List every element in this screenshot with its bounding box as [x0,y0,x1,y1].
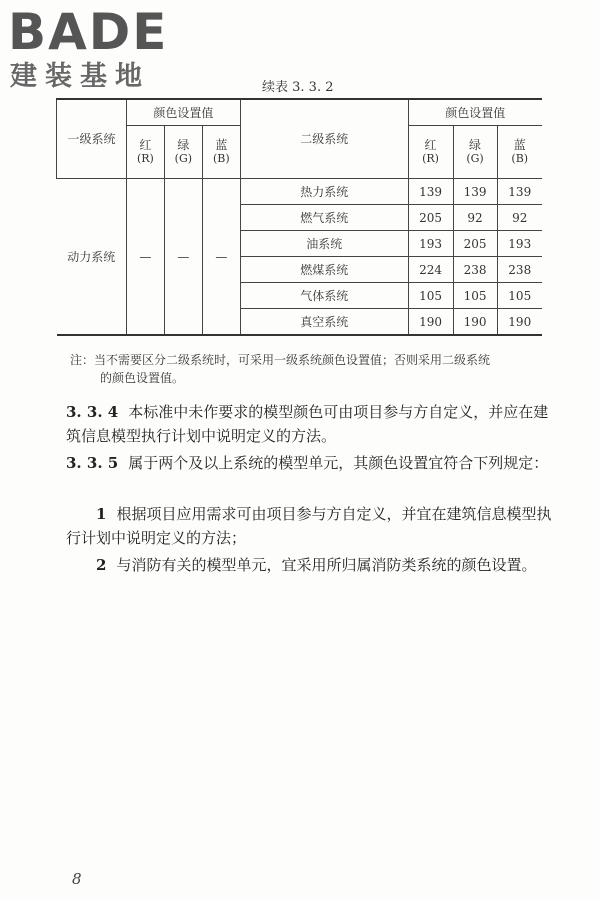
red-value: 193 [408,231,453,257]
color-settings-table [56,98,542,336]
header-blue-code: (B) [212,152,230,165]
header-blue-label: 蓝 [513,138,526,152]
item-number: 1 [96,505,107,523]
item-number: 2 [96,556,107,574]
green-value: 205 [453,231,497,257]
header-red-label: 红 [139,138,152,152]
blue-value: 92 [497,205,542,231]
level2-system-name: 燃气系统 [240,205,408,231]
green-value: 238 [453,257,497,283]
section-text: 本标准中未作要求的模型颜色可由项目参与方自定义，并应在建筑信息模型执行计划中说明定义的方法。 [66,403,549,445]
red-value: 205 [408,205,453,231]
header-red-right [408,126,453,179]
blue-value: 193 [497,231,542,257]
section-number: 3. 3. 5 [66,454,119,472]
blue-value: 139 [497,179,542,205]
blue-value: 190 [497,309,542,336]
header-blue-label: 蓝 [215,138,228,152]
header-blue-right [497,126,542,179]
header-green-code: (G) [466,152,484,165]
table-row [57,179,543,205]
header-green-left [164,126,202,179]
header-row-1 [57,99,543,126]
header-green-code: (G) [174,152,193,165]
green-value: 92 [453,205,497,231]
section-number: 3. 3. 4 [66,403,119,421]
header-red-code: (R) [136,152,154,165]
header-green-label: 绿 [177,138,190,152]
level2-system-name: 燃煤系统 [240,257,408,283]
header-level1: 一级系统 [57,99,127,179]
level2-system-name: 油系统 [240,231,408,257]
level2-system-name: 气体系统 [240,283,408,309]
header-green-right [453,126,497,179]
table-caption: 续表 3. 3. 2 [262,80,334,95]
red-value: 105 [408,283,453,309]
level1-blue-value: — [202,179,240,336]
page-number: 8 [72,870,82,888]
header-green-label: 绿 [469,138,482,152]
green-value: 139 [453,179,497,205]
header-red-code: (R) [422,152,439,165]
list-item [66,553,556,577]
watermark-logo [8,4,178,96]
level1-system-name: 动力系统 [57,179,127,336]
section-3-3-5 [66,451,556,475]
header-level2: 二级系统 [240,99,408,179]
red-value: 139 [408,179,453,205]
header-red-left [126,126,164,179]
item-text: 与消防有关的模型单元，宜采用所归属消防类系统的颜色设置。 [116,556,537,574]
blue-value: 238 [497,257,542,283]
header-blue-code: (B) [511,152,529,165]
list-item [66,502,556,550]
logo-subtitle: 建装基地 [10,61,150,92]
header-red-label: 红 [424,138,437,152]
header-color-group-left: 颜色设置值 [126,99,240,126]
header-color-group-right: 颜色设置值 [408,99,542,126]
header-blue-left [202,126,240,179]
logo-brand-text: BADE [8,3,169,61]
red-value: 224 [408,257,453,283]
level1-red-value: — [126,179,164,336]
green-value: 190 [453,309,497,336]
blue-value: 105 [497,283,542,309]
note-line-2: 的颜色设置值。 [100,371,185,385]
item-text: 根据项目应用需求可由项目参与方自定义，并宜在建筑信息模型执行计划中说明定义的方法； [66,505,552,547]
green-value: 105 [453,283,497,309]
note-line-1: 注：当不需要区分二级系统时，可采用一级系统颜色设置值；否则采用二级系统 [70,353,491,367]
level1-green-value: — [164,179,202,336]
level2-system-name: 真空系统 [240,309,408,336]
red-value: 190 [408,309,453,336]
section-text: 属于两个及以上系统的模型单元，其颜色设置宜符合下列规定： [128,454,549,472]
section-3-3-4 [66,400,556,448]
level2-system-name: 热力系统 [240,179,408,205]
table-note [70,351,550,387]
